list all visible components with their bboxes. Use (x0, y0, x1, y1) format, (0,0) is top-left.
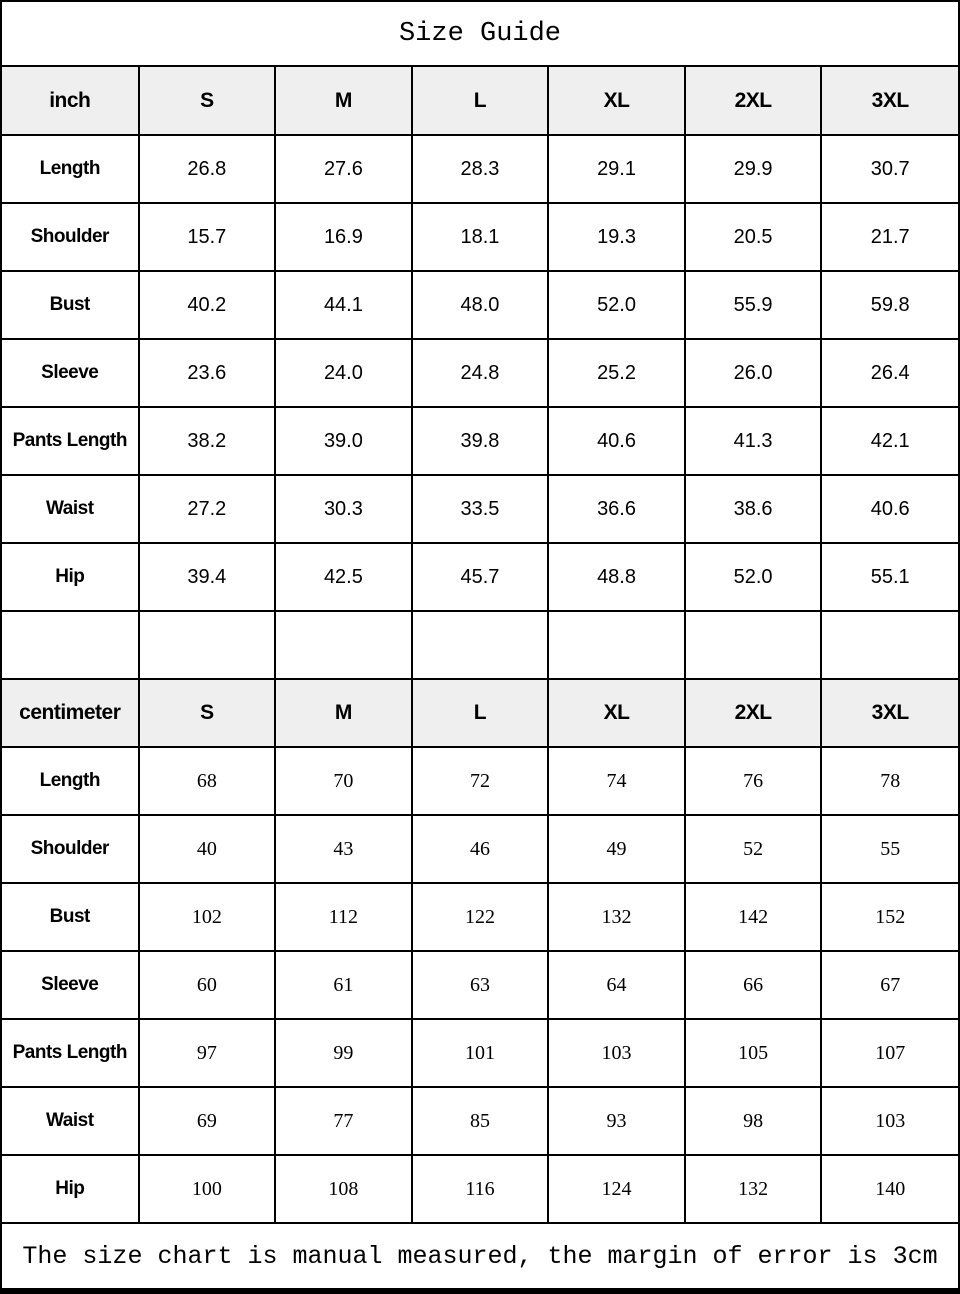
cell-value: 15.7 (139, 203, 276, 271)
measurement-row (2, 883, 958, 951)
row-label: Pants Length (2, 1019, 139, 1087)
row-label: Waist (2, 475, 139, 543)
cell-value: 46 (412, 815, 549, 883)
cell-value: 33.5 (412, 475, 549, 543)
measurement-row (2, 1087, 958, 1155)
cell-value: 36.6 (548, 475, 685, 543)
cell-value: 26.0 (685, 339, 822, 407)
cell-value: 78 (821, 747, 958, 815)
measurement-row (2, 747, 958, 815)
cell-value: 48.8 (548, 543, 685, 611)
size-header: M (275, 679, 412, 747)
cell-value: 67 (821, 951, 958, 1019)
cell-value: 38.2 (139, 407, 276, 475)
cell-value: 101 (412, 1019, 549, 1087)
cell-value: 39.4 (139, 543, 276, 611)
row-label: Shoulder (2, 815, 139, 883)
cell-value: 19.3 (548, 203, 685, 271)
cell-value: 44.1 (275, 271, 412, 339)
cell-value: 25.2 (548, 339, 685, 407)
cell-value: 40.6 (548, 407, 685, 475)
cell-value: 116 (412, 1155, 549, 1223)
cell-value: 30.7 (821, 135, 958, 203)
cell-value: 97 (139, 1019, 276, 1087)
spacer-cell (139, 611, 276, 679)
cell-value: 26.8 (139, 135, 276, 203)
cell-value: 38.6 (685, 475, 822, 543)
cell-value: 74 (548, 747, 685, 815)
size-header: 3XL (821, 67, 958, 135)
measurement-row (2, 271, 958, 339)
cell-value: 55 (821, 815, 958, 883)
size-table (2, 67, 958, 1224)
cell-value: 40.6 (821, 475, 958, 543)
spacer-cell (548, 611, 685, 679)
row-label: Length (2, 747, 139, 815)
spacer-row (2, 611, 958, 679)
cell-value: 105 (685, 1019, 822, 1087)
cell-value: 27.2 (139, 475, 276, 543)
cell-value: 64 (548, 951, 685, 1019)
cell-value: 68 (139, 747, 276, 815)
page-title: Size Guide (2, 2, 958, 67)
size-header: 2XL (685, 679, 822, 747)
cell-value: 52.0 (548, 271, 685, 339)
cell-value: 103 (821, 1087, 958, 1155)
spacer-cell (821, 611, 958, 679)
size-header: XL (548, 679, 685, 747)
cell-value: 24.0 (275, 339, 412, 407)
cell-value: 72 (412, 747, 549, 815)
cell-value: 61 (275, 951, 412, 1019)
size-header: XL (548, 67, 685, 135)
cell-value: 77 (275, 1087, 412, 1155)
cell-value: 99 (275, 1019, 412, 1087)
cell-value: 29.9 (685, 135, 822, 203)
size-header: S (139, 679, 276, 747)
size-table-body (2, 67, 958, 1223)
cell-value: 40 (139, 815, 276, 883)
cell-value: 26.4 (821, 339, 958, 407)
cell-value: 93 (548, 1087, 685, 1155)
cell-value: 18.1 (412, 203, 549, 271)
cell-value: 48.0 (412, 271, 549, 339)
cell-value: 29.1 (548, 135, 685, 203)
cell-value: 122 (412, 883, 549, 951)
spacer-cell (685, 611, 822, 679)
footer-note: The size chart is manual measured, the margin of error is 3cm (22, 1241, 938, 1271)
size-header: M (275, 67, 412, 135)
cell-value: 52.0 (685, 543, 822, 611)
row-label: Sleeve (2, 339, 139, 407)
cell-value: 85 (412, 1087, 549, 1155)
cell-value: 98 (685, 1087, 822, 1155)
cell-value: 66 (685, 951, 822, 1019)
spacer-cell (412, 611, 549, 679)
measurement-row (2, 815, 958, 883)
row-label: Length (2, 135, 139, 203)
cell-value: 102 (139, 883, 276, 951)
spacer-cell (275, 611, 412, 679)
cell-value: 27.6 (275, 135, 412, 203)
cell-value: 23.6 (139, 339, 276, 407)
unit-header-row (2, 67, 958, 135)
row-label: Bust (2, 271, 139, 339)
cell-value: 63 (412, 951, 549, 1019)
measurement-row (2, 407, 958, 475)
cell-value: 43 (275, 815, 412, 883)
cell-value: 24.8 (412, 339, 549, 407)
measurement-row (2, 203, 958, 271)
cell-value: 21.7 (821, 203, 958, 271)
cell-value: 40.2 (139, 271, 276, 339)
cell-value: 30.3 (275, 475, 412, 543)
cell-value: 39.8 (412, 407, 549, 475)
cell-value: 132 (685, 1155, 822, 1223)
cell-value: 59.8 (821, 271, 958, 339)
cell-value: 132 (548, 883, 685, 951)
row-label: Hip (2, 543, 139, 611)
row-label: Waist (2, 1087, 139, 1155)
cell-value: 55.1 (821, 543, 958, 611)
cell-value: 49 (548, 815, 685, 883)
row-label: Shoulder (2, 203, 139, 271)
cell-value: 20.5 (685, 203, 822, 271)
size-header: 3XL (821, 679, 958, 747)
cell-value: 152 (821, 883, 958, 951)
measurement-row (2, 339, 958, 407)
cell-value: 70 (275, 747, 412, 815)
cell-value: 45.7 (412, 543, 549, 611)
cell-value: 108 (275, 1155, 412, 1223)
measurement-row (2, 1155, 958, 1223)
cell-value: 60 (139, 951, 276, 1019)
cell-value: 55.9 (685, 271, 822, 339)
unit-label: inch (2, 67, 139, 135)
cell-value: 100 (139, 1155, 276, 1223)
size-header: L (412, 67, 549, 135)
row-label: Bust (2, 883, 139, 951)
cell-value: 28.3 (412, 135, 549, 203)
measurement-row (2, 543, 958, 611)
measurement-row (2, 135, 958, 203)
spacer-cell (2, 611, 139, 679)
measurement-row (2, 951, 958, 1019)
unit-label: centimeter (2, 679, 139, 747)
cell-value: 107 (821, 1019, 958, 1087)
size-header: 2XL (685, 67, 822, 135)
cell-value: 52 (685, 815, 822, 883)
cell-value: 39.0 (275, 407, 412, 475)
size-header: L (412, 679, 549, 747)
cell-value: 142 (685, 883, 822, 951)
measurement-row (2, 475, 958, 543)
row-label: Sleeve (2, 951, 139, 1019)
cell-value: 42.5 (275, 543, 412, 611)
row-label: Pants Length (2, 407, 139, 475)
cell-value: 16.9 (275, 203, 412, 271)
unit-header-row (2, 679, 958, 747)
cell-value: 76 (685, 747, 822, 815)
cell-value: 103 (548, 1019, 685, 1087)
cell-value: 42.1 (821, 407, 958, 475)
row-label: Hip (2, 1155, 139, 1223)
measurement-row (2, 1019, 958, 1087)
cell-value: 69 (139, 1087, 276, 1155)
cell-value: 140 (821, 1155, 958, 1223)
cell-value: 124 (548, 1155, 685, 1223)
size-header: S (139, 67, 276, 135)
cell-value: 112 (275, 883, 412, 951)
cell-value: 41.3 (685, 407, 822, 475)
